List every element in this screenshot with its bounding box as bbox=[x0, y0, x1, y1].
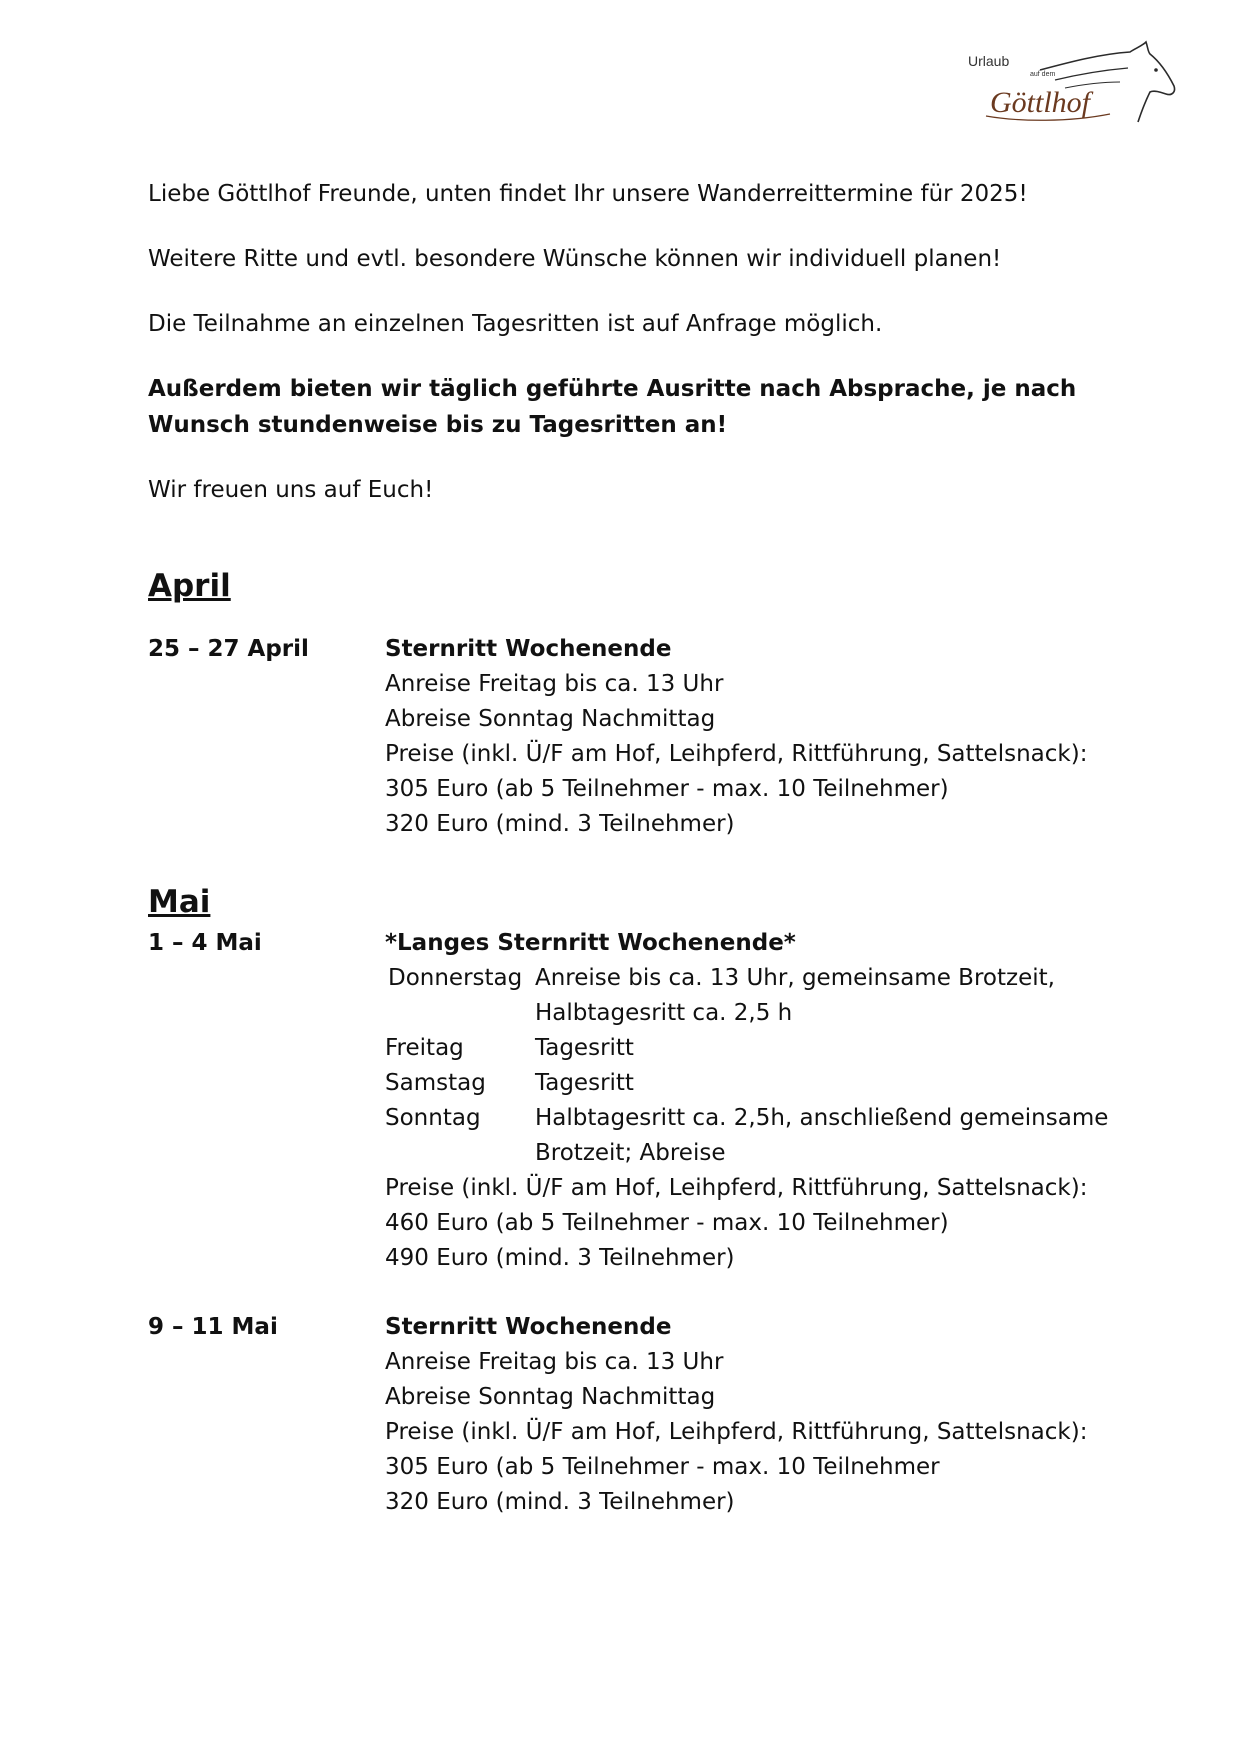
schedule-text: Anreise bis ca. 13 Uhr, gemeinsame Brotzeit, bbox=[535, 965, 1055, 991]
schedule-text: Halbtagesritt ca. 2,5 h bbox=[535, 1000, 793, 1026]
event-body bbox=[385, 632, 1145, 842]
horse-head-icon bbox=[960, 40, 1180, 135]
event-line: 320 Euro (mind. 3 Teilnehmer) bbox=[385, 811, 735, 837]
event-line: Anreise Freitag bis ca. 13 Uhr bbox=[385, 671, 724, 697]
month-heading-mai: Mai bbox=[148, 884, 211, 920]
goettlhof-logo bbox=[960, 40, 1180, 135]
intro-paragraph: Liebe Göttlhof Freunde, unten findet Ihr unsere Wanderreittermine für 2025! bbox=[148, 181, 1028, 207]
event-line: 320 Euro (mind. 3 Teilnehmer) bbox=[385, 1489, 735, 1515]
intro-bold-line: Außerdem bieten wir täglich geführte Ausritte nach Absprache, je nach bbox=[148, 376, 1077, 402]
event-line: Abreise Sonntag Nachmittag bbox=[385, 1384, 716, 1410]
event-date: 25 – 27 April bbox=[148, 636, 309, 662]
event-line: Preise (inkl. Ü/F am Hof, Leihpferd, Rittführung, Sattelsnack): bbox=[385, 1419, 1088, 1445]
schedule-day: Donnerstag bbox=[388, 965, 523, 991]
schedule-day: Samstag bbox=[385, 1070, 486, 1096]
event-line: Preise (inkl. Ü/F am Hof, Leihpferd, Rittführung, Sattelsnack): bbox=[385, 1175, 1088, 1201]
schedule-text: Tagesritt bbox=[535, 1070, 634, 1096]
event-line: 490 Euro (mind. 3 Teilnehmer) bbox=[385, 1245, 735, 1271]
schedule-row bbox=[385, 1066, 1145, 1101]
intro-bold-paragraph bbox=[148, 371, 1128, 443]
schedule-text: Tagesritt bbox=[535, 1035, 634, 1061]
schedule-row bbox=[385, 1031, 1145, 1066]
event-line: 305 Euro (ab 5 Teilnehmer - max. 10 Teilnehmer) bbox=[385, 776, 949, 802]
logo-name-text: Göttlhof bbox=[990, 86, 1091, 119]
schedule-text: Brotzeit; Abreise bbox=[535, 1140, 726, 1166]
schedule-row bbox=[385, 961, 1145, 1031]
event-line: Abreise Sonntag Nachmittag bbox=[385, 706, 716, 732]
event-body bbox=[385, 926, 1145, 1276]
schedule-row bbox=[385, 1101, 1145, 1171]
intro-paragraph: Weitere Ritte und evtl. besondere Wünsche können wir individuell planen! bbox=[148, 246, 1002, 272]
logo-small-text: auf dem bbox=[1030, 71, 1056, 78]
event-title: *Langes Sternritt Wochenende* bbox=[385, 930, 796, 956]
event-line: Anreise Freitag bis ca. 13 Uhr bbox=[385, 1349, 724, 1375]
event-title: Sternritt Wochenende bbox=[385, 636, 672, 662]
event-line: Preise (inkl. Ü/F am Hof, Leihpferd, Rittführung, Sattelsnack): bbox=[385, 741, 1088, 767]
event-line: 305 Euro (ab 5 Teilnehmer - max. 10 Teilnehmer bbox=[385, 1454, 940, 1480]
intro-text bbox=[148, 176, 1128, 537]
event-date: 9 – 11 Mai bbox=[148, 1314, 278, 1340]
event-schedule bbox=[385, 961, 1145, 1171]
intro-paragraph: Die Teilnahme an einzelnen Tagesritten ist auf Anfrage möglich. bbox=[148, 311, 883, 337]
logo-top-text: Urlaub bbox=[968, 53, 1010, 69]
event-body bbox=[385, 1310, 1145, 1520]
event-date: 1 – 4 Mai bbox=[148, 930, 262, 956]
intro-paragraph: Wir freuen uns auf Euch! bbox=[148, 477, 434, 503]
intro-bold-line: Wunsch stundenweise bis zu Tagesritten an! bbox=[148, 412, 728, 438]
schedule-day: Sonntag bbox=[385, 1105, 481, 1131]
month-heading-april: April bbox=[148, 568, 231, 604]
event-title: Sternritt Wochenende bbox=[385, 1314, 672, 1340]
schedule-day: Freitag bbox=[385, 1035, 464, 1061]
schedule-text: Halbtagesritt ca. 2,5h, anschließend gemeinsame bbox=[535, 1105, 1109, 1131]
event-line: 460 Euro (ab 5 Teilnehmer - max. 10 Teilnehmer) bbox=[385, 1210, 949, 1236]
